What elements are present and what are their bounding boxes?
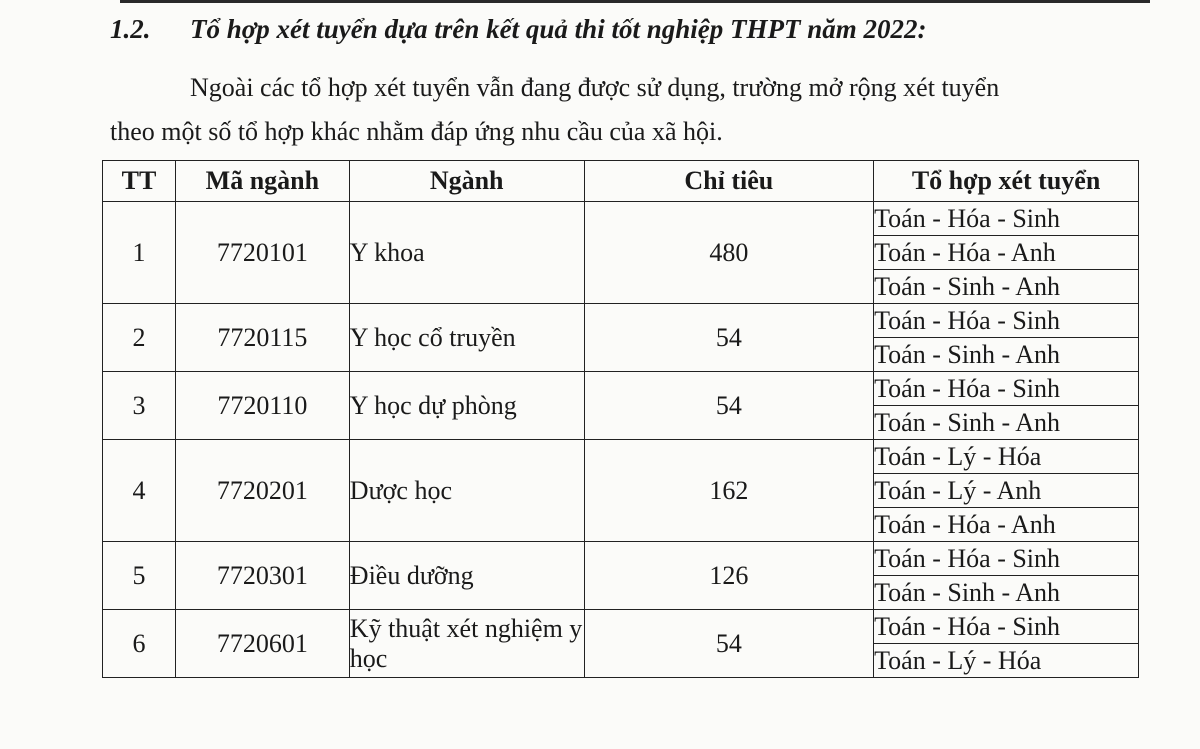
cell-tt: 1 (103, 202, 176, 304)
cell-major: Y khoa (349, 202, 584, 304)
cell-combination: Toán - Hóa - Sinh (874, 202, 1139, 236)
cell-combination: Toán - Hóa - Sinh (874, 372, 1139, 406)
cell-quota: 480 (584, 202, 874, 304)
cell-code: 7720101 (175, 202, 349, 304)
cell-major: Điều dưỡng (349, 542, 584, 610)
cell-code: 7720115 (175, 304, 349, 372)
table-header-row (103, 161, 1139, 202)
cell-tt: 3 (103, 372, 176, 440)
paragraph-line-1: Ngoài các tổ hợp xét tuyển vẫn đang được sử dụng, trường mở rộng xét tuyển (190, 73, 1000, 102)
cell-code: 7720110 (175, 372, 349, 440)
table-row (103, 542, 1139, 576)
header-quota: Chỉ tiêu (584, 161, 874, 202)
table-row (103, 372, 1139, 406)
admission-table (102, 160, 1139, 678)
cell-major: Y học cổ truyền (349, 304, 584, 372)
table-row (103, 304, 1139, 338)
table-row (103, 202, 1139, 236)
table-row (103, 440, 1139, 474)
table-row (103, 610, 1139, 644)
intro-paragraph (110, 66, 1120, 154)
cell-quota: 162 (584, 440, 874, 542)
cell-code: 7720301 (175, 542, 349, 610)
cell-combination: Toán - Sinh - Anh (874, 338, 1139, 372)
cell-tt: 4 (103, 440, 176, 542)
header-major: Ngành (349, 161, 584, 202)
cell-combination: Toán - Hóa - Anh (874, 236, 1139, 270)
cell-combination: Toán - Sinh - Anh (874, 406, 1139, 440)
section-number: 1.2. (110, 14, 151, 44)
cell-tt: 2 (103, 304, 176, 372)
cell-code: 7720601 (175, 610, 349, 678)
header-code: Mã ngành (175, 161, 349, 202)
cell-combination: Toán - Lý - Hóa (874, 644, 1139, 678)
cell-combination: Toán - Hóa - Sinh (874, 610, 1139, 644)
table-body (103, 202, 1139, 678)
cell-quota: 54 (584, 372, 874, 440)
cell-combination: Toán - Sinh - Anh (874, 576, 1139, 610)
cell-combination: Toán - Lý - Hóa (874, 440, 1139, 474)
section-heading (110, 14, 926, 45)
cell-combination: Toán - Lý - Anh (874, 474, 1139, 508)
cell-quota: 54 (584, 304, 874, 372)
cell-major: Kỹ thuật xét nghiệm y học (349, 610, 584, 678)
cell-major: Y học dự phòng (349, 372, 584, 440)
section-title: Tổ hợp xét tuyển dựa trên kết quả thi tốt nghiệp THPT năm 2022: (190, 14, 927, 44)
top-rule (120, 0, 1150, 3)
cell-combination: Toán - Sinh - Anh (874, 270, 1139, 304)
cell-combination: Toán - Hóa - Sinh (874, 542, 1139, 576)
cell-tt: 5 (103, 542, 176, 610)
cell-code: 7720201 (175, 440, 349, 542)
header-tt: TT (103, 161, 176, 202)
cell-tt: 6 (103, 610, 176, 678)
header-combination: Tổ hợp xét tuyển (874, 161, 1139, 202)
cell-major: Dược học (349, 440, 584, 542)
cell-quota: 54 (584, 610, 874, 678)
cell-quota: 126 (584, 542, 874, 610)
cell-combination: Toán - Hóa - Anh (874, 508, 1139, 542)
paragraph-line-2: theo một số tổ hợp khác nhằm đáp ứng nhu cầu của xã hội. (110, 117, 723, 146)
cell-combination: Toán - Hóa - Sinh (874, 304, 1139, 338)
